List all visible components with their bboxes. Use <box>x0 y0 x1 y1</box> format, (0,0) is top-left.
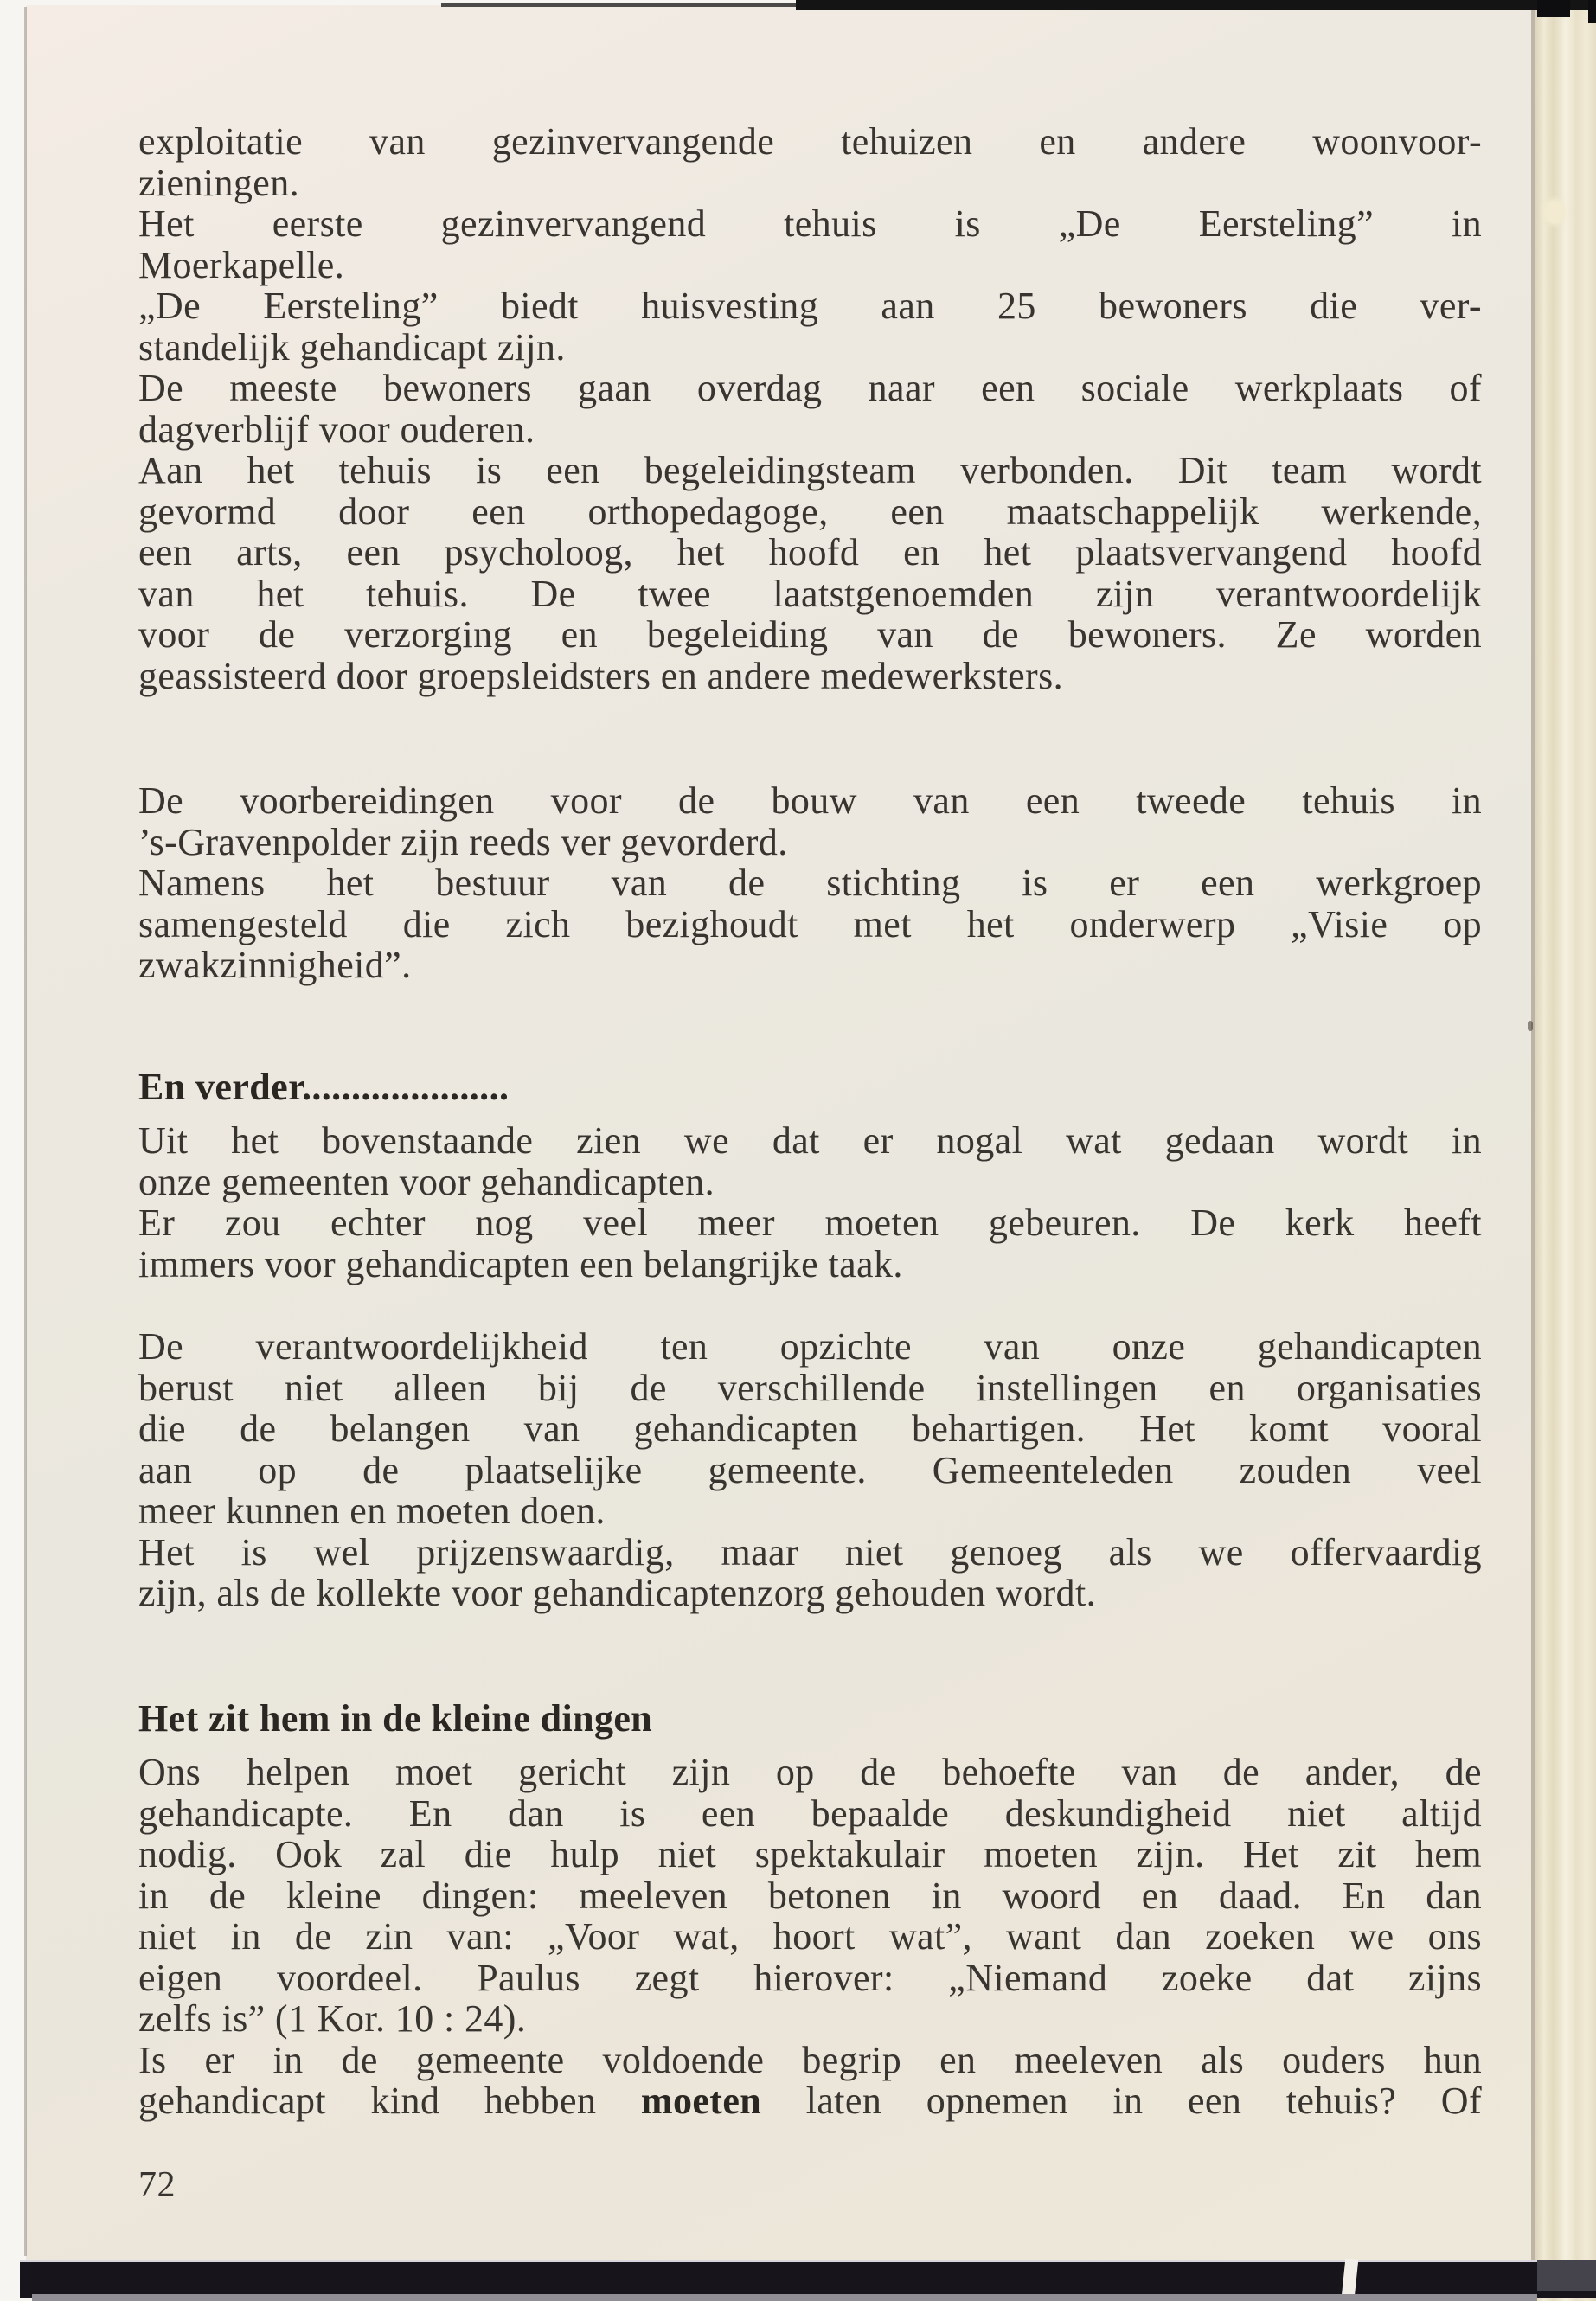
text-line: zwakzinnigheid”. <box>138 944 412 986</box>
paper-speck <box>1528 1021 1533 1031</box>
paragraph-verantwoordelijkheid <box>138 1326 1482 1614</box>
scan-top-corner <box>1537 0 1570 17</box>
text-line: meer kunnen en moeten doen. <box>138 1490 606 1532</box>
text-line: aan op de plaatselijke gemeente. Gemeenteleden zouden veel <box>138 1448 1482 1491</box>
scan-top-corner-sliver <box>1588 0 1596 23</box>
text-line: De verantwoordelijkheid ten opzichte van onze gehandicapten <box>138 1325 1482 1368</box>
text-line: Aan het tehuis is een begeleidingsteam verbonden. Dit team wordt <box>138 449 1482 491</box>
emphasized-word: moeten <box>640 2080 762 2122</box>
text-line: Het is wel prijzenswaardig, maar niet genoeg als we offervaardig <box>138 1530 1482 1574</box>
text-line: Er zou echter nog veel meer moeten gebeuren. De kerk heeft <box>138 1202 1482 1244</box>
text-line: die de belangen van gehandicapten behartigen. Het komt vooral <box>138 1407 1482 1450</box>
text-segment: laten opnemen in een tehuis? Of <box>761 2080 1483 2122</box>
text-line: De meeste bewoners gaan overdag naar een sociale werkplaats of <box>138 367 1482 409</box>
text-line: berust niet alleen bij de verschillende instellingen en organisaties <box>138 1366 1482 1409</box>
text-line: Namens het bestuur van de stichting is er een werkgroep <box>138 862 1482 904</box>
text-line: eigen voordeel. Paulus zegt hierover: „Niemand zoeke dat zijns <box>138 1956 1482 1999</box>
page-left-edge-shadow <box>24 7 27 2256</box>
scan-bottom-bar <box>20 2260 1596 2298</box>
text-line: gehandicapte. En dan is een bepaalde deskundigheid niet altijd <box>138 1791 1482 1835</box>
scan-top-bar <box>796 0 1596 10</box>
paragraph-en-verder <box>138 1120 1482 1285</box>
text-line: Is er in de gemeente voldoende begrip en meeleven als ouders hun <box>138 2038 1482 2081</box>
scan-bottom-bar-right <box>1537 2260 1596 2291</box>
text-line: De voorbereidingen voor de bouw van een tweede tehuis in <box>138 779 1482 822</box>
text-line: ’s-Gravenpolder zijn reeds ver gevorderd. <box>138 820 788 863</box>
text-line: immers voor gehandicapten een belangrijke taak. <box>138 1242 903 1285</box>
paragraph-kleine-dingen <box>138 1752 1482 2122</box>
section-heading-kleine-dingen: Het zit hem in de kleine dingen <box>138 1697 653 1740</box>
text-line: exploitatie van gezinvervangende tehuizen en andere woonvoor- <box>138 120 1482 163</box>
text-line: een arts, een psycholoog, het hoofd en het plaatsvervangend hoofd <box>138 531 1482 574</box>
text-line: nodig. Ook zal die hulp niet spektakulair moeten zijn. Het zit hem <box>138 1833 1482 1875</box>
paragraph-tehuizen <box>138 121 1482 696</box>
text-line: zelfs is” (1 Kor. 10 : 24). <box>138 1997 527 2040</box>
text-line: „De Eersteling” biedt huisvesting aan 25 bewoners die ver- <box>138 285 1482 327</box>
paper-stain <box>1545 201 1564 223</box>
text-segment: gehandicapt kind hebben <box>138 2080 641 2122</box>
text-line: gevormd door een orthopedagoge, een maatschappelijk werkende, <box>138 490 1482 533</box>
paragraph-tweede-tehuis <box>138 780 1482 986</box>
text-line: geassisteerd door groepsleidsters en andere medewerksters. <box>138 654 1064 697</box>
text-line: Uit het bovenstaande zien we dat er nogal wat gedaan wordt in <box>138 1119 1482 1162</box>
text-line: samengesteld die zich bezighoudt met het onderwerp „Visie op <box>138 902 1482 945</box>
scan-top-line <box>441 3 800 7</box>
text-line: zieningen. <box>138 161 300 204</box>
text-line: Moerkapelle. <box>138 243 345 286</box>
text-line: zijn, als de kollekte voor gehandicaptenzorg gehouden wordt. <box>138 1572 1096 1614</box>
text-line: standelijk gehandicapt zijn. <box>138 325 566 369</box>
scan-bottom-strip <box>32 2294 1537 2301</box>
text-line <box>138 2080 1482 2122</box>
section-heading-en-verder: En verder..................... <box>138 1066 510 1108</box>
text-line: onze gemeenten voor gehandicapten. <box>138 1160 715 1203</box>
text-line: Het eerste gezinvervangend tehuis is „De Eersteling” in <box>138 202 1482 245</box>
page-number: 72 <box>138 2165 176 2205</box>
text-line: dagverblijf voor ouderen. <box>138 407 535 451</box>
text-line: van het tehuis. De twee laatstgenoemden zijn verantwoordelijk <box>138 572 1482 615</box>
book-page-edges <box>1535 0 1596 2301</box>
text-line: Ons helpen moet gericht zijn op de behoefte van de ander, de <box>138 1751 1482 1793</box>
text-line: in de kleine dingen: meeleven betonen in woord en daad. En dan <box>138 1874 1482 1917</box>
text-line: niet in de zin van: „Voor wat, hoort wat”, want dan zoeken we ons <box>138 1915 1482 1958</box>
text-line: voor de verzorging en begeleiding van de bewoners. Ze worden <box>138 613 1482 656</box>
